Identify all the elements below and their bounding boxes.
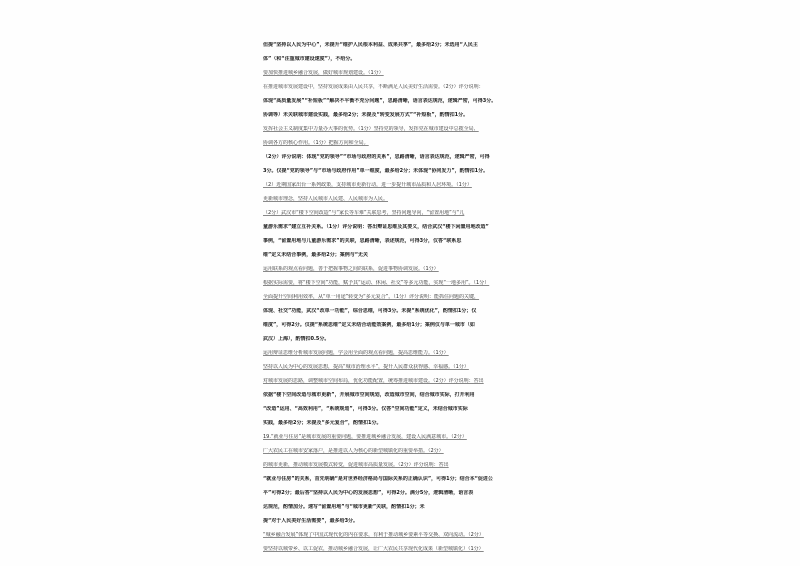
text-line: 协调等）未关联城市建设实践，最多给2分；未提及“转变发展方式”“补短板”，酌情扣1分。 (263, 112, 469, 118)
text-line: 体现“高质量发展”“补短板”“解决不平衡不充分问题”，思路清晰，语言表达规范，逻辑严密，可得3分。 (263, 98, 497, 104)
text-line: 根据实际需要，将“楼下空间”功能，赋予其“运动、休闲、社交”等多元功能，实现“一地多用”。（1分） (263, 280, 490, 286)
answer-text-body (263, 42, 535, 560)
text-line: “城乡融合发展”体现了中国式现代化的内在要求，有利于推动城乡要素平等交换、双向流动。（2分） (263, 532, 484, 538)
text-line: “改造”运用、“高效利用”，“系统规划”，可得3分。仅答“空间功能”定义，未结合城市实际 (263, 406, 468, 412)
text-line: “就业与住房”的关系，首先明确“是对世界经济格局与国际关系的正确认识”，可得1分；结合本“促进公 (263, 476, 493, 482)
text-line: 要坚持以城带乡、以工促农，推动城乡融合发展，让广大农民共享现代化成果（新型城镇化）（1分） (263, 546, 484, 552)
text-line: 武汉）上海），酌情扣0.5分。 (263, 336, 330, 342)
text-line: 运用辩证思维分析城市发展问题，学会用全面的观点看问题，提高思维能力。（1分） (263, 350, 449, 356)
text-line: 事例，“留置用地与儿童游乐需求”的关联，思路清晰，表述规范，可得3分，仅答“联系思 (263, 238, 462, 244)
text-line: 的城市更新，推动城市发展模式转变，促进城市高质量发展。（2分）评分说明：答出 (263, 462, 449, 468)
text-line: 维度”，可得2分。仅提“系统思维”定义未结合动能效案例，最多给1分；案例仅与单一城市（如 (263, 322, 475, 328)
text-line: 达规范，酌情加分。速写“留置用地”与“城市更新”关联，酌情扣1分；未 (263, 504, 425, 510)
text-line: 运用联系的观点看问题，善于把握事物之间的联系，促进事物协调发展。（1分） (263, 266, 439, 272)
text-line: 全面提升空间利用效率，从“单一用途”转变为“多元复合”。（1分）评分说明：能抓住问题的关键， (263, 294, 480, 300)
text-line: 但提“坚持以人民为中心”，未提升“维护人民根本利益、成果共享”，最多给2分；未选用“人民主 (263, 42, 478, 48)
text-line: 依据“楼下空间改造与城市更新”，开展城市空间规划，改造城市空间，结合城市实际，打开利用 (263, 392, 475, 398)
text-line: 3分。仅提“党的领导”与“市场与政府作用”单一维度，最多给2分；未体现“协同发力”，酌情扣1分。 (263, 168, 489, 174)
text-line: 对城市发展的思路，调整城市空间布局，优化功能配置，统筹推进城市建设。（2分）评分说明：答出 (263, 378, 484, 384)
text-line: 坚持以人民为中心的发展思想，提高“城市治理水平”，提升人民群众获得感、幸福感。（1分） (263, 364, 469, 370)
text-line: 更新城市理念，坚持人民城市人民建、人民城市为人民。 (263, 196, 389, 202)
text-line: 提“对于人民美好生活需要”，最多给3分。 (263, 518, 359, 524)
text-line: 发挥社会主义制度集中力量办大事的优势。（1分）坚持党的领导，发挥党在城市建设中总揽全局、 (263, 126, 479, 132)
text-line: （2）近期国家出台一系列政策，支持城市更新行动，进一步提升城市品质和人居环境。（1分） (263, 182, 472, 188)
text-line: 维”定义未结合事例，最多给2分；案例与“无关 (263, 252, 369, 258)
text-line: 协调各方的核心作用。（1分）把握方向和全局。 (263, 140, 369, 146)
text-line: 实践，最多给2分；未提及“多元复合”，酌情扣1分。 (263, 420, 382, 426)
text-line: （2分）评分说明：体现“党的领导”“市场与政府的关系”，思路清晰，语言表达规范，逻辑严密，可得 (263, 154, 490, 160)
text-line: 体”（和“注重城市建设速度”），不给分。 (263, 56, 356, 62)
text-line: 要加快推进城乡融合发展，做好城市规划建设。（1分） (263, 70, 384, 76)
text-line: （2分）武汉市“楼下空间改造”与“家长等车难”关联思考，坚持问题导向，“留置用地”与“儿 (263, 210, 465, 216)
text-line: 19.“就业与住房”是城市发展的重要问题，要推进城乡融合发展，建设人民满意城市。（2分） (263, 434, 467, 440)
text-line: 体现、社交”功能，武汉“改单一功能”，综合思维，可得3分。未提“系统优化”，酌情扣1分；仅 (263, 308, 477, 314)
text-line: 在推进城市发展建设中，坚持发展成果由人民共享，不断满足人民美好生活需要。（2分）评分说明： (263, 84, 484, 90)
text-line: 广大农民工在城市安家落户，是推进以人为核心的新型城镇化的重要举措。（2分） (263, 448, 444, 454)
text-line: 童游乐需求”建立互补关系。（1分）评分说明：答出辩证思维及其要义，结合武汉“楼下闲置用地改造” (263, 224, 489, 230)
text-line: 平”可得2分；最后答“坚持以人民为中心的发展思想”，可得2分。满分5分，逻辑清晰，语言表 (263, 490, 474, 496)
